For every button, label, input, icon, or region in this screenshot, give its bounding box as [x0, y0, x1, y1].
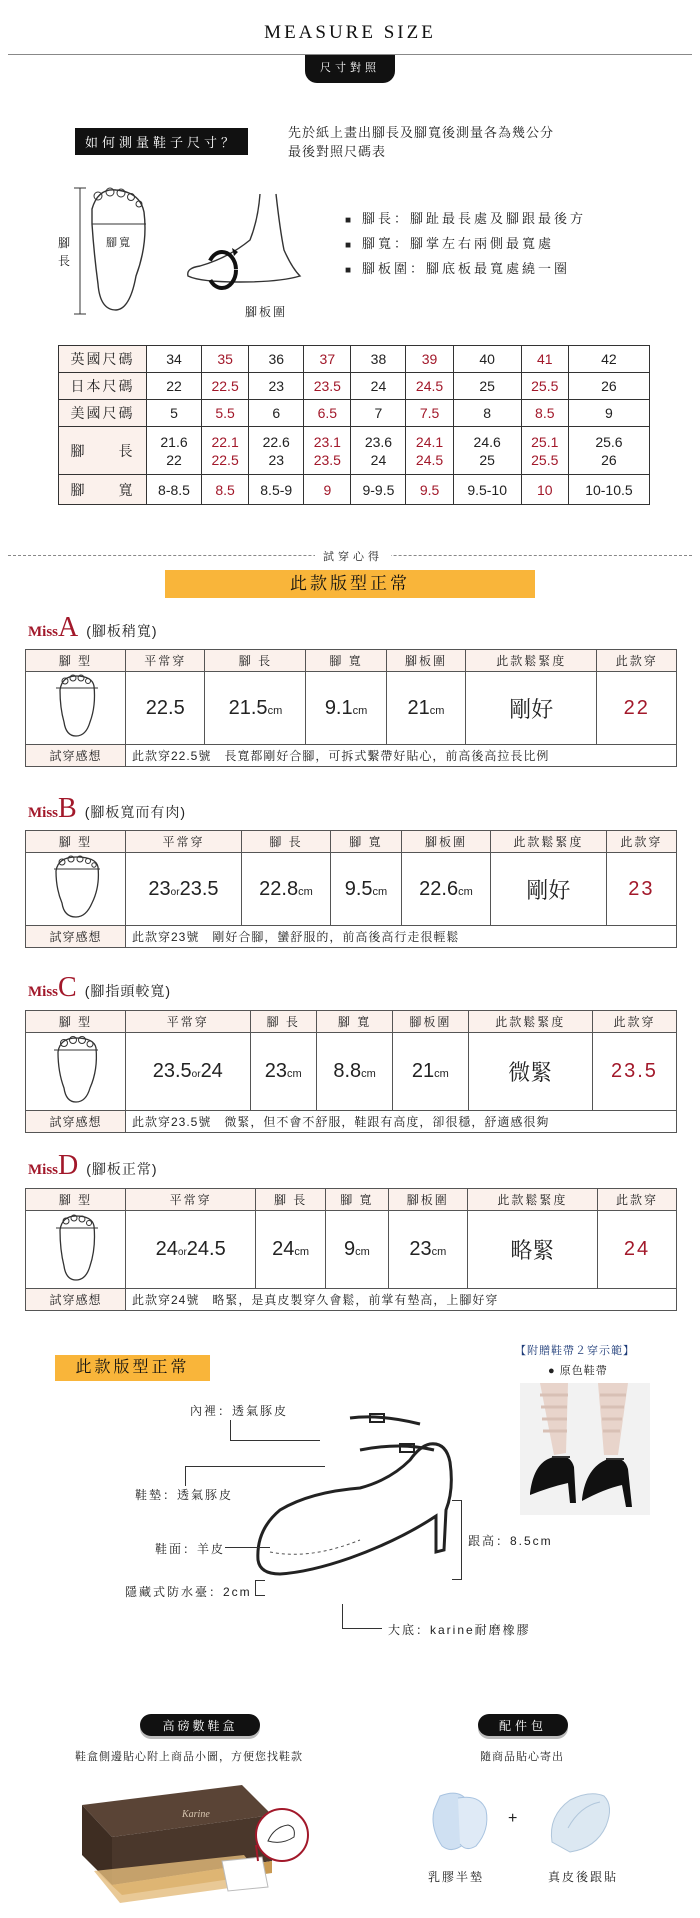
bullet-width: ■ 腳寬：腳掌左右兩側最寬處: [345, 233, 554, 252]
platform-label: 隱藏式防水臺：2cm: [125, 1585, 252, 1599]
shoe-box-photo: [72, 1775, 312, 1910]
howto-line2: 最後對照尺碼表: [288, 144, 387, 159]
instep-label: 腳板圍: [245, 305, 288, 319]
foot-width-label: 腳寬: [106, 237, 132, 249]
foot-c-icon: [46, 1034, 106, 1104]
shoe-structure-illustration: [250, 1410, 470, 1600]
foot-b-icon: [46, 853, 106, 919]
gift-item: ● 原色鞋帶: [548, 1365, 608, 1377]
sole-line-h: [342, 1628, 382, 1629]
svg-text:Karine: Karine: [182, 1809, 210, 1820]
miss-c-heading: MissC (腳指頭較寬): [28, 972, 172, 1003]
insole-line-h: [185, 1466, 325, 1467]
fit-table-b: 腳 型 平常穿 腳 長 腳 寬 腳板圍 此款鬆緊度 此款穿 23or23.5 22.8cm 9.5cm 22.6cm 剛好 23 試穿感想 此款穿23號 剛好合腳，蠻舒服的，前高後高行走很輕鬆: [25, 830, 677, 948]
foot-side-view-illustration: [180, 190, 320, 290]
accessory-plus: +: [508, 1810, 520, 1827]
foot-length-label: 腳長: [58, 236, 73, 268]
latex-insole-photo: [420, 1788, 500, 1858]
uk-size-row: 英國尺碼 34 35 36 37 38 39 40 41 42: [59, 346, 650, 373]
trial-banner: 此款版型正常: [165, 570, 535, 598]
material-banner: 此款版型正常: [55, 1355, 210, 1381]
foot-a-icon: [46, 672, 106, 738]
foot-width-row: 腳 寬 8-8.5 8.5 8.5-9 9 9-9.5 9.5 9.5-10 10 10-10.5: [59, 475, 650, 505]
upper-label: 鞋面：羊皮: [155, 1542, 226, 1556]
platform-bracket: [255, 1580, 265, 1596]
accessory-item1: 乳膠半墊: [428, 1870, 485, 1884]
box-title: 高磅數鞋盒: [162, 1719, 238, 1733]
insole-line: [185, 1466, 186, 1486]
howto-line1: 先於紙上畫出腳長及腳寬後測量各為幾公分: [288, 125, 555, 140]
lining-line: [230, 1420, 231, 1440]
howto-question: 如何測量鞋子尺寸？: [75, 128, 248, 155]
heel-bracket: [452, 1500, 462, 1580]
sole-label: 大底：karine耐磨橡膠: [388, 1623, 531, 1637]
heel-height-label: 跟高：8.5cm: [468, 1534, 553, 1548]
jp-size-row: 日本尺碼 22 22.5 23 23.5 24 24.5 25 25.5 26: [59, 373, 650, 400]
fit-table-c: 腳 型 平常穿 腳 長 腳 寬 腳板圍 此款鬆緊度 此款穿 23.5or24 23cm 8.8cm 21cm 微緊 23.5 試穿感想 此款穿23.5號 微緊，但不會不舒服，鞋跟有高度，卻很穩，舒適感很夠: [25, 1010, 677, 1133]
bullet-length: ■ 腳長：腳趾最長處及腳跟最後方: [345, 208, 586, 227]
upper-line: [225, 1547, 270, 1548]
accessory-item2: 真皮後跟貼: [548, 1870, 619, 1884]
miss-a-heading: MissA (腳板稍寬): [28, 612, 158, 643]
gift-title: 【附贈鞋帶２穿示範】: [515, 1345, 635, 1357]
trial-heading: 試穿心得: [315, 548, 391, 564]
sole-line: [342, 1604, 343, 1628]
miss-d-heading: MissD (腳板正常): [28, 1150, 158, 1181]
us-size-row: 美國尺碼 5 5.5 6 6.5 7 7.5 8 8.5 9: [59, 400, 650, 427]
lining-line-h: [230, 1440, 320, 1441]
miss-b-heading: MissB (腳板寬而有肉): [28, 793, 187, 824]
size-conversion-table: [58, 345, 650, 505]
box-desc: 鞋盒側邊貼心附上商品小圖，方便您找鞋款: [75, 1751, 303, 1763]
fit-table-d: 腳 型 平常穿 腳 長 腳 寬 腳板圍 此款鬆緊度 此款穿 24or24.5 24cm 9cm 23cm 略緊 24 試穿感想 此款穿24號 略緊，是真皮製穿久會鬆，前掌有墊高，上腳好穿: [25, 1188, 677, 1311]
accessory-desc: 隨商品貼心寄出: [480, 1751, 564, 1763]
lining-label: 內裡：透氣豚皮: [190, 1404, 289, 1418]
foot-top-view-illustration: [58, 184, 158, 319]
shoe-wearing-photo: [520, 1383, 650, 1515]
bullet-instep: ■ 腳板圍：腳底板最寬處繞一圈: [345, 258, 570, 277]
accessory-title: 配件包: [498, 1719, 547, 1733]
size-chart-badge: 尺寸對照: [305, 55, 395, 83]
foot-length-row: 腳 長 21.6 22 22.1 22.5 22.6 23 23.1 23.5 23.6 24 24.1 24.5 24.6 25 25.1 25.5 25.6 26: [59, 427, 650, 475]
insole-label: 鞋墊：透氣豚皮: [135, 1488, 234, 1502]
page-title: MEASURE SIZE: [264, 22, 436, 43]
foot-d-icon: [46, 1212, 106, 1282]
fit-table-a: 腳 型 平常穿 腳 長 腳 寬 腳板圍 此款鬆緊度 此款穿 22.5 21.5cm 9.1cm 21cm 剛好 22 試穿感想 此款穿22.5號 長寬都剛好合腳，可拆式繫帶好貼心，前高後高拉長比例: [25, 649, 677, 767]
leather-heel-pad-photo: [540, 1786, 625, 1858]
